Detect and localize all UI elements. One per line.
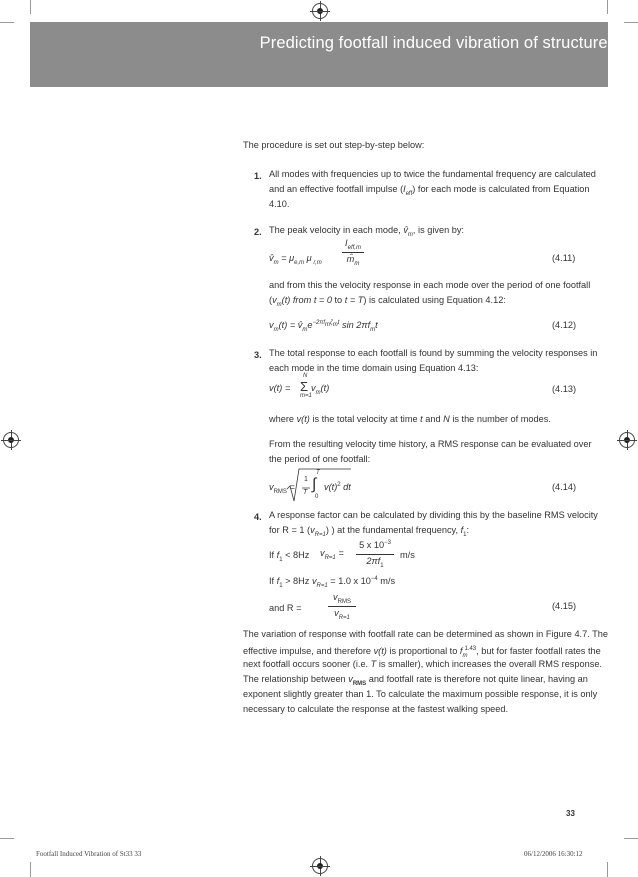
equation-4-11: $v̂_m = \mu_{e,m}$ μ $_{r,m}$ (269, 253, 322, 266)
page-title: Predicting footfall induced vibration of structures (259, 34, 616, 52)
crop-mark (0, 838, 14, 839)
step-text: each mode in the time domain using Equation 4.13: (269, 363, 479, 373)
crop-mark (607, 0, 608, 14)
body-text: where v(t) is the total velocity at time t and N is the number of modes. (269, 414, 551, 424)
crop-mark (30, 0, 31, 14)
crop-mark (607, 862, 608, 877)
condition-text: If $f_1 > 8Hz$ $v_{R=1} = 1.0$ x $10^{-4}$ m/s (269, 576, 396, 589)
registration-mark-icon (312, 3, 328, 19)
body-text: From the resulting velocity time history, a RMS response can be evaluated over (269, 439, 592, 449)
condition-text: If $f_1 < 8Hz$ (269, 550, 310, 563)
body-text: necessary to calculate the response at the fastest walking speed. (243, 704, 509, 714)
step-text: The total response to each footfall is found by summing the velocity responses in (269, 348, 598, 358)
equation-4-14-denominator: T (303, 489, 308, 496)
footer-slug-right: 06/12/2006 16:30:12 (524, 850, 583, 858)
body-text: and from this the velocity response in each mode over the period of one footfall (269, 280, 591, 290)
crop-mark (624, 22, 638, 23)
registration-mark-icon (619, 432, 635, 448)
body-text: The variation of response with footfall rate can be determined as shown in Figure 4.7. The (243, 629, 608, 639)
equation-4-14-upper: T (316, 470, 320, 476)
crop-mark (30, 862, 31, 877)
step-text: The peak velocity in each mode, $v̂_m$, is given by: (269, 225, 464, 238)
equation-number: (4.15) (552, 601, 577, 611)
equation-numerator: $I_{eff,m}$ (345, 238, 361, 251)
body-text: ($v_m(t)$ from t = 0 to t = T) is calculated using Equation 4.12: (269, 295, 506, 308)
fraction-line (356, 554, 394, 555)
step-text: 4.10. (269, 199, 290, 209)
equation-vr1-denominator: $2\pi f_1$ (366, 556, 384, 569)
body-text: the period of one footfall: (269, 454, 371, 464)
fraction-line (342, 252, 364, 253)
equation-4-14-lhs: $v_{RMS}$ = (269, 482, 295, 495)
body-text: effective impulse, and therefore v(t) is proportional to $f_m^{1.43}$, but for faster footfall rates the (243, 646, 601, 659)
equation-number: (4.14) (552, 482, 577, 492)
body-text: next footfall occurs sooner (i.e. T is smaller), which increases the overall RMS response. (243, 659, 602, 669)
step-number: 1. (254, 171, 262, 181)
equation-denominator: $m̂_m$ (346, 254, 360, 267)
fraction-line (328, 606, 356, 607)
intro-text: The procedure is set out step-by-step below: (243, 140, 425, 150)
crop-mark (624, 838, 638, 839)
equation-4-13-sum-lower: m=1 (300, 393, 312, 399)
header-band (30, 22, 608, 87)
equation-4-12: $v_m(t)$ = $v̂_me^{-2\pi f_m\zeta_mt}$ $\sin 2\pi f_mt$ (269, 320, 378, 333)
equation-4-13-sum-upper: N (303, 373, 308, 379)
body-text: The relationship between $v_{RMS}$ and footfall rate is therefore not quite linear, having an (243, 674, 588, 687)
step-text: for R = 1 $(v_{R=1})$ ) at the fundamental frequency, $f_1$: (269, 525, 470, 538)
equation-4-13-term: $v_m(t)$ (311, 383, 330, 396)
crop-mark (0, 22, 14, 23)
registration-mark-icon (312, 858, 328, 874)
step-number: 4. (254, 512, 262, 522)
step-text: A response factor can be calculated by dividing this by the baseline RMS velocity (269, 510, 598, 520)
step-text: All modes with frequencies up to twice the fundamental frequency are calculated (269, 169, 596, 179)
equation-4-15-numerator: $v_{RMS}$ (333, 592, 351, 605)
equation-4-14-lower: 0 (315, 494, 319, 500)
page-number: 33 (566, 809, 575, 818)
equation-4-13: v(t) = (269, 383, 291, 393)
equation-4-14-integrand: $v(t)^2$ dt (324, 482, 351, 493)
footer-slug-left: Footfall Induced Vibration of St33 33 (36, 850, 142, 858)
equation-4-13-sum: Σ (300, 379, 309, 394)
body-text: exponent slightly greater than 1. To calculate the maximum possible response, it is only (243, 689, 598, 699)
equation-number: (4.11) (552, 253, 576, 263)
equation-4-15-denominator: $v_{R=1}$ (334, 608, 350, 621)
equation-vr1-numerator: 5 x $10^{-3}$ (359, 540, 391, 551)
body-text: and R = (269, 603, 302, 613)
equation-4-14-numerator: 1 (304, 476, 308, 483)
step-text: and an effective footfall impulse $(I_{eff})$ for each mode is calculated from Equation (269, 184, 590, 197)
registration-mark-icon (3, 432, 19, 448)
equation-number: (4.13) (552, 384, 577, 394)
equation-4-14-integral: ∫ (312, 476, 317, 493)
step-number: 2. (254, 227, 262, 237)
equation-number: (4.12) (552, 320, 577, 330)
equation-vr1-lhs: $v_{R=1}$ = (320, 548, 344, 561)
unit-text: m/s (400, 550, 415, 560)
step-number: 3. (254, 350, 262, 360)
